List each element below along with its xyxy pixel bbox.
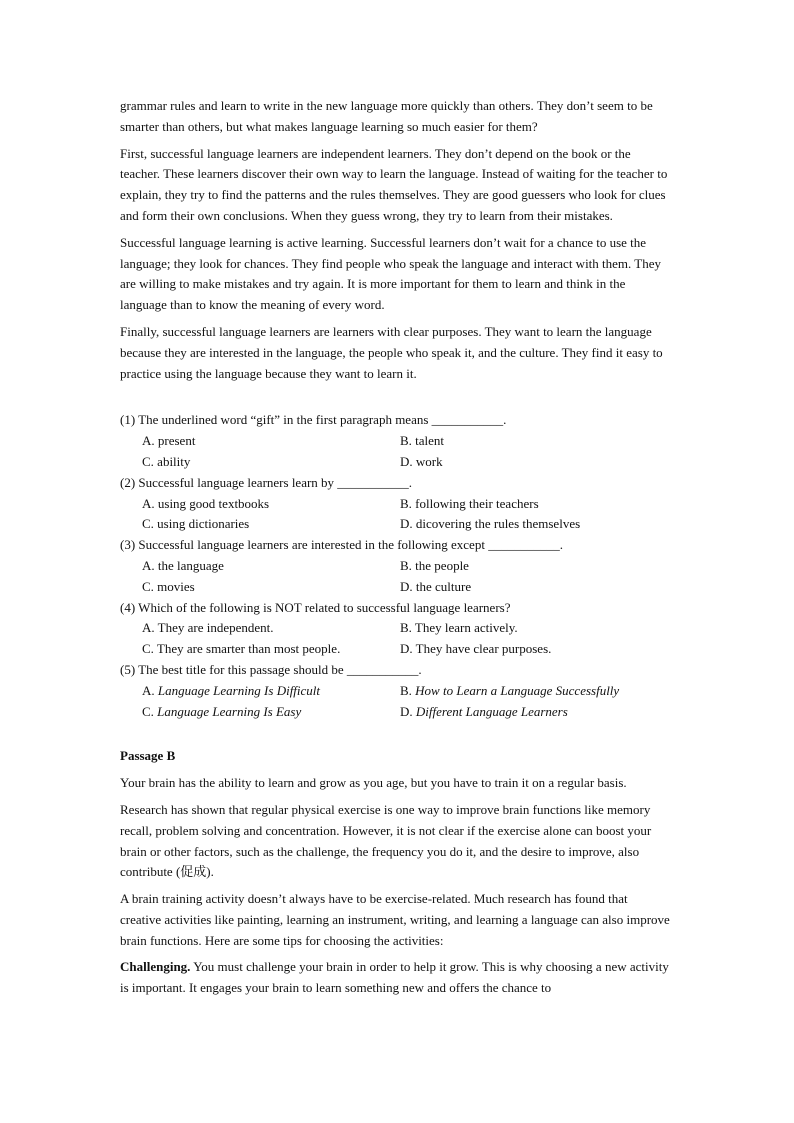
option-d	[400, 702, 658, 723]
tip-paragraph	[120, 957, 672, 999]
option-c: C. movies	[142, 578, 195, 594]
option-b: B. the people	[400, 557, 469, 573]
paragraph: Your brain has the ability to learn and grow as you age, but you have to train it on a regular basis.	[120, 775, 627, 791]
paragraph: A brain training activity doesn’t always have to be exercise-related. Much research has found that creative activities like painting, learning an instrument, writing, and learning a language can also improve brain functions. Here are some tips for choosing the activities:	[120, 891, 670, 948]
paragraph: First, successful language learners are independent learners. They don’t depend on the book or the teacher. These learners discover their own way to learn the language. Instead of waiting for the teacher to explain, they try to find the patterns and the rules themselves. They are good guessers who look for clues and form their own conclusions. When they guess wrong, they try to learn from their mistakes.	[120, 145, 668, 223]
question-1	[120, 410, 672, 472]
option-a: A. present	[142, 433, 196, 449]
question-3	[120, 535, 672, 597]
option-b: B. talent	[400, 433, 445, 449]
question-stem: (4) Which of the following is NOT related to successful language learners?	[120, 599, 511, 615]
option-title: Different Language Learners	[415, 703, 568, 719]
question-stem: (5) The best title for this passage should be ___________.	[120, 661, 422, 677]
question-stem: (2) Successful language learners learn by ___________.	[120, 474, 413, 490]
option-d: D. work	[400, 453, 443, 469]
tip-label: Challenging.	[120, 959, 191, 975]
option-letter: A.	[142, 682, 158, 698]
question-4	[120, 598, 672, 660]
passage-b	[120, 746, 672, 999]
option-b	[400, 681, 658, 702]
question-stem: (1) The underlined word “gift” in the first paragraph means ___________.	[120, 412, 507, 428]
option-b: B. They learn actively.	[400, 620, 518, 636]
option-c: C. ability	[142, 453, 191, 469]
paragraph: Successful language learning is active learning. Successful learners don’t wait for a chance to use the language; they look for chances. They find people who speak the language and interact with them. They are willing to make mistakes and try again. It is more important for them to learn and think in the language than to know the meaning of every word.	[120, 234, 662, 313]
option-letter: D.	[400, 703, 416, 719]
passage-heading: Passage B	[120, 748, 176, 764]
option-d: D. the culture	[400, 578, 472, 594]
passage-a	[120, 96, 672, 384]
option-c: C. using dictionaries	[142, 516, 250, 532]
paragraph: grammar rules and learn to write in the new language more quickly than others. They don’t seem to be smarter than others, but what makes language learning so much easier for them?	[120, 98, 653, 134]
paragraph: Research has shown that regular physical exercise is one way to improve brain functions like memory recall, problem solving and concentration. However, it is not clear if the exercise alone can boost your brain or other factors, such as the challenge, the frequency you do it, and the desire to improve, also contribute (促成).	[120, 801, 652, 880]
question-2	[120, 473, 672, 535]
question-list	[120, 410, 672, 722]
question-5	[120, 660, 672, 722]
option-letter: B.	[400, 682, 416, 698]
option-c: C. They are smarter than most people.	[142, 641, 341, 657]
option-c	[120, 702, 400, 723]
spacer	[120, 390, 672, 410]
paragraph: Finally, successful language learners are learners with clear purposes. They want to learn the language because they are interested in the language, the people who speak it, and the culture. They find it easy to practice using the language because they want to learn it.	[120, 323, 663, 381]
document-body	[120, 96, 672, 1005]
option-a: A. They are independent.	[142, 620, 274, 636]
option-d: D. dicovering the rules themselves	[400, 516, 581, 532]
option-letter: C.	[142, 703, 158, 719]
option-title: Language Learning Is Easy	[157, 703, 302, 719]
option-title: How to Learn a Language Successfully	[415, 682, 620, 698]
tip-text: You must challenge your brain in order to help it grow. This is why choosing a new activity is important. It engages your brain to learn something new and offers the chance to	[120, 959, 669, 996]
option-a: A. using good textbooks	[142, 495, 270, 511]
option-title: Language Learning Is Difficult	[157, 682, 321, 698]
option-a	[120, 681, 400, 702]
option-d: D. They have clear purposes.	[400, 641, 552, 657]
option-a: A. the language	[142, 557, 224, 573]
option-b: B. following their teachers	[400, 495, 539, 511]
question-stem: (3) Successful language learners are interested in the following except ___________.	[120, 537, 563, 553]
